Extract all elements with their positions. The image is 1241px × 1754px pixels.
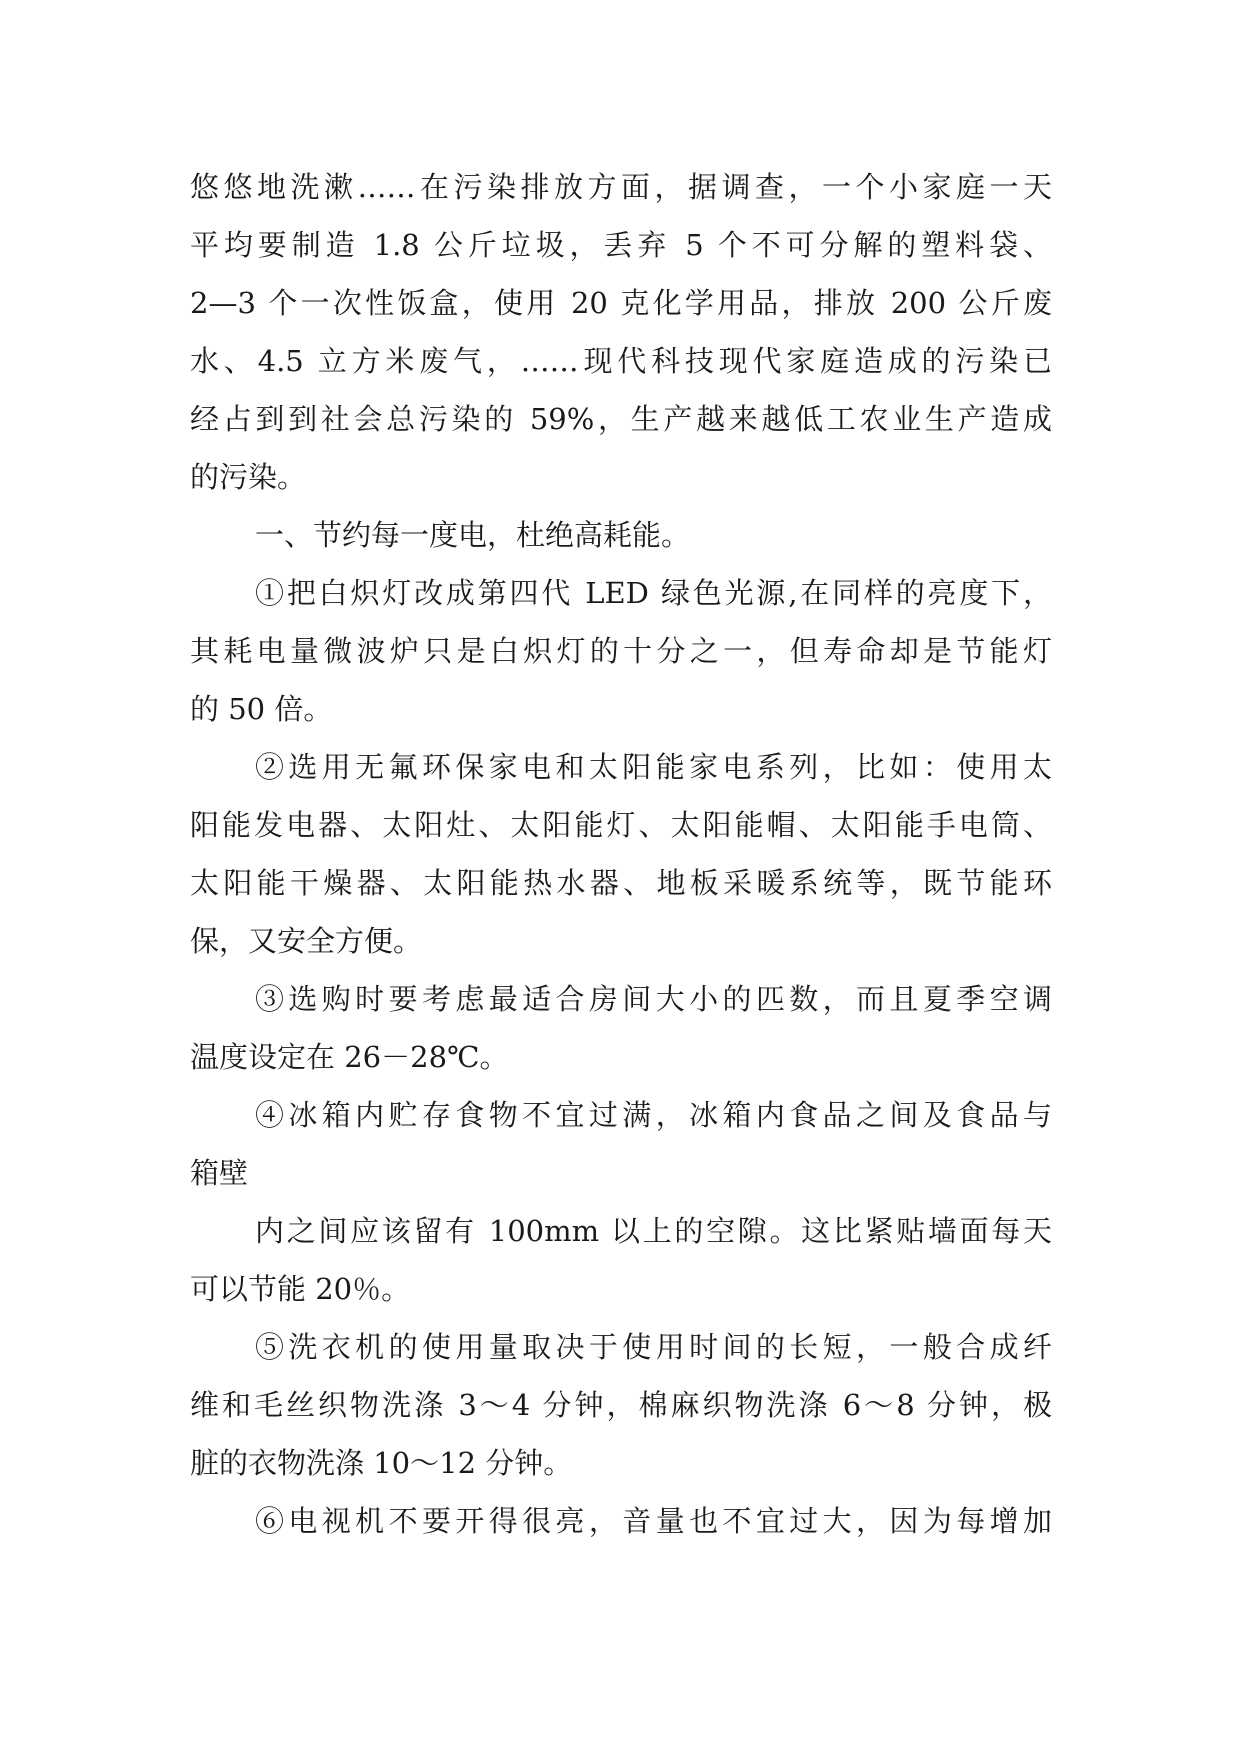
text-line: 太阳能干燥器、太阳能热水器、地板采暖系统等，既节能环 (190, 866, 1052, 900)
text-line: 温度设定在 26－28℃。 (190, 1040, 509, 1074)
text-line: 其耗电量微波炉只是白炽灯的十分之一，但寿命却是节能灯 (190, 634, 1052, 668)
text-line: ②选用无氟环保家电和太阳能家电系列，比如：使用太 (255, 750, 1052, 784)
text-line: 保，又安全方便。 (190, 924, 423, 958)
text-line: 阳能发电器、太阳灶、太阳能灯、太阳能帽、太阳能手电筒、 (190, 808, 1052, 842)
text-line: 内之间应该留有 100mm 以上的空隙。这比紧贴墙面每天 (255, 1214, 1052, 1248)
text-line: 的 50 倍。 (190, 692, 333, 726)
text-line: 的污染。 (190, 460, 307, 494)
text-line: ④冰箱内贮存食物不宜过满，冰箱内食品之间及食品与 (255, 1098, 1052, 1132)
text-line: 维和毛丝织物洗涤 3～4 分钟，棉麻织物洗涤 6～8 分钟，极 (190, 1388, 1052, 1422)
text-line: ③选购时要考虑最适合房间大小的匹数，而且夏季空调 (255, 982, 1052, 1016)
text-line: 悠悠地洗漱……在污染排放方面，据调查，一个小家庭一天 (190, 170, 1052, 204)
text-line: 水、4.5 立方米废气，……现代科技现代家庭造成的污染已 (190, 344, 1052, 378)
text-line: ⑤洗衣机的使用量取决于使用时间的长短，一般合成纤 (255, 1330, 1052, 1364)
text-line: 脏的衣物洗涤 10～12 分钟。 (190, 1446, 573, 1480)
section-heading: 一、节约每一度电，杜绝高耗能。 (255, 518, 691, 552)
text-line: 平均要制造 1.8 公斤垃圾，丢弃 5 个不可分解的塑料袋、 (190, 228, 1052, 262)
document-body (190, 158, 1052, 1550)
text-line: 可以节能 20％。 (190, 1272, 411, 1306)
text-line: 经占到到社会总污染的 59%，生产越来越低工农业生产造成 (190, 402, 1052, 436)
text-line: 箱壁 (190, 1156, 249, 1190)
text-line: ①把白炽灯改成第四代 LED 绿色光源,在同样的亮度下， (255, 576, 1052, 610)
text-line: ⑥电视机不要开得很亮，音量也不宜过大，因为每增加 (255, 1504, 1052, 1538)
text-line: 2—3 个一次性饭盒，使用 20 克化学用品，排放 200 公斤废 (190, 286, 1052, 320)
